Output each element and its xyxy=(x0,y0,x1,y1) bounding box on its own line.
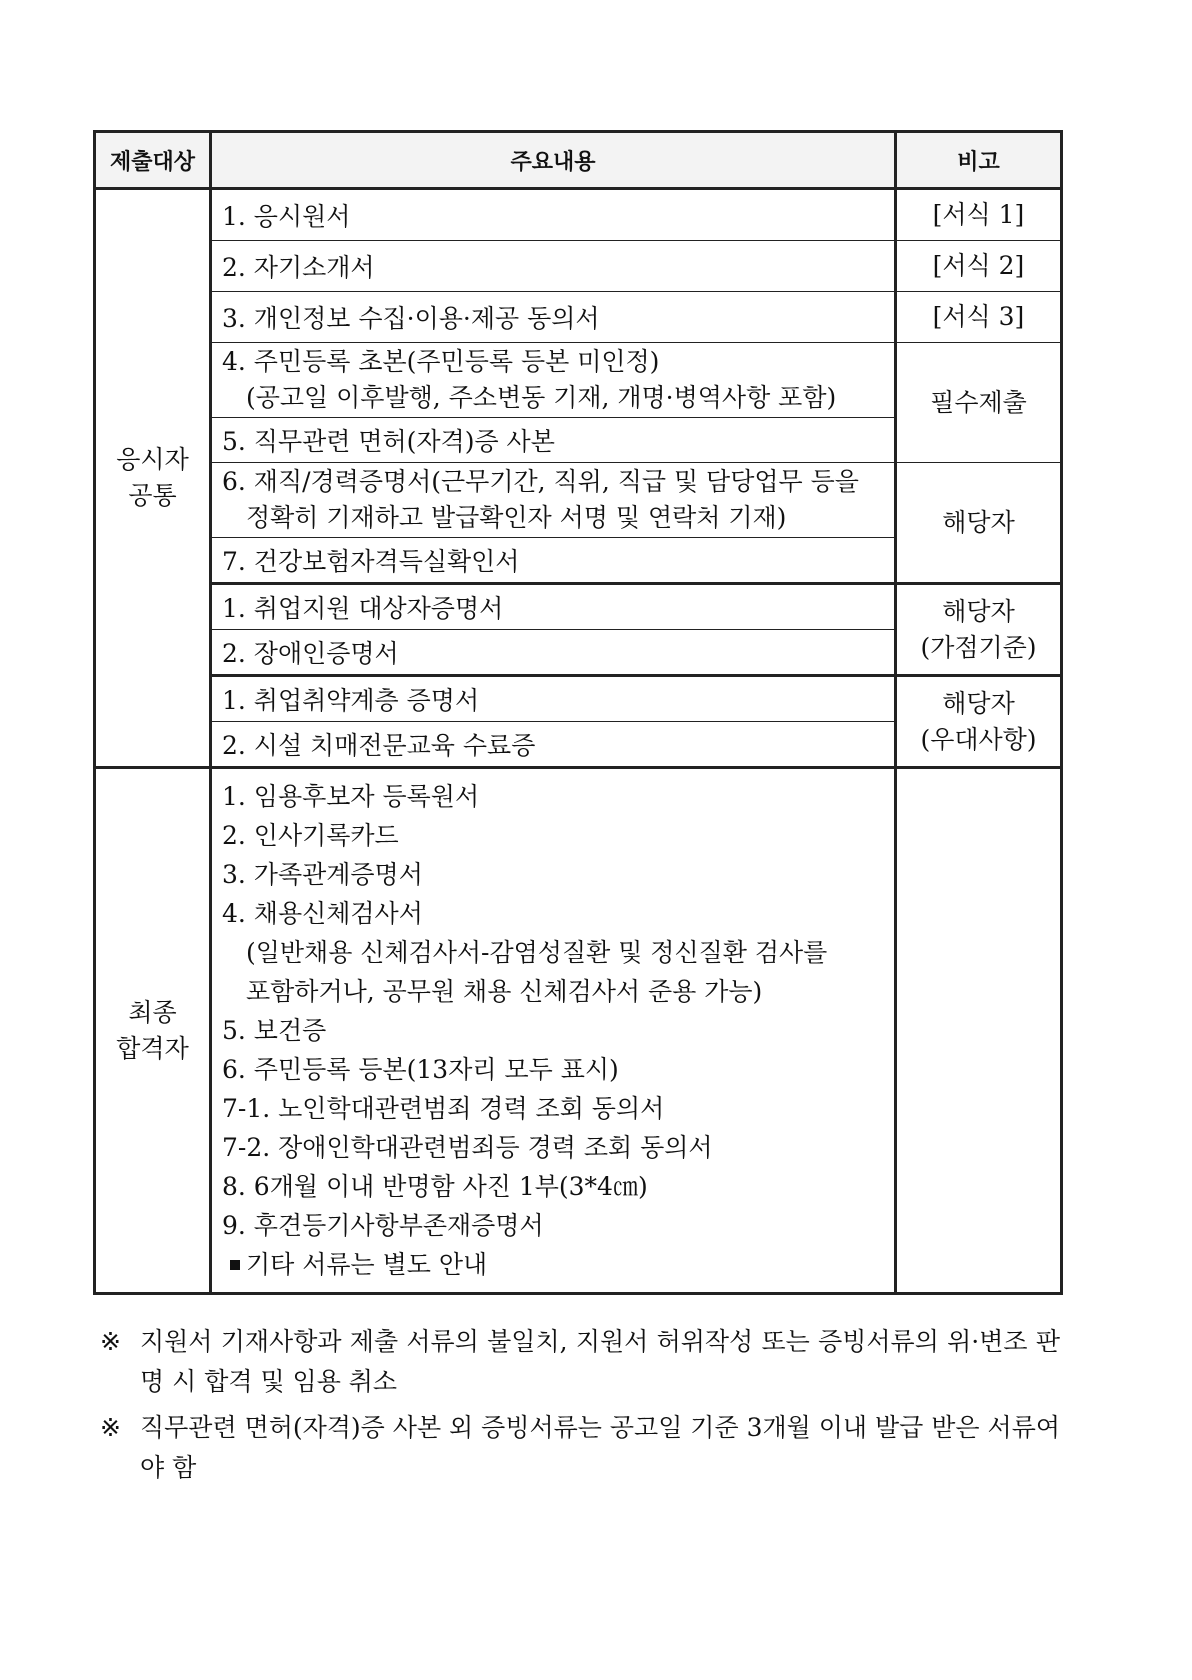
doc-item: 3. 개인정보 수집·이용·제공 동의서 xyxy=(211,292,896,343)
doc-item: 1. 취업지원 대상자증명서 xyxy=(211,584,896,630)
doc-remark: [서식 2] xyxy=(896,241,1062,292)
table-header-row xyxy=(95,132,1062,189)
doc-remark xyxy=(896,676,1062,768)
doc-item: 1. 취업취약계층 증명서 xyxy=(211,676,896,722)
doc-remark: [서식 1] xyxy=(896,189,1062,241)
footnote-text: 직무관련 면허(자격)증 사본 외 증빙서류는 공고일 기준 3개월 이내 발급 받은 서류여야 함 xyxy=(140,1413,1060,1482)
table-row xyxy=(95,241,1062,292)
list-item-other xyxy=(222,1245,894,1284)
list-item: 2. 인사기록카드 xyxy=(222,821,399,850)
doc-item: 2. 장애인증명서 xyxy=(211,630,896,676)
footnote xyxy=(100,1322,1060,1402)
doc-item-line: 6. 재직/경력증명서(근무기간, 직위, 직급 및 담당업무 등을 xyxy=(222,467,859,496)
final-docs-list xyxy=(211,768,896,1294)
list-item-subline: 포함하거나, 공무원 채용 신체검사서 준용 가능) xyxy=(246,977,763,1006)
table-row xyxy=(95,189,1062,241)
reference-mark-icon: ※ xyxy=(100,1413,121,1442)
list-item-subline: (일반채용 신체검사서-감염성질환 및 정신질환 검사를 xyxy=(246,938,828,967)
header-target: 제출대상 xyxy=(95,132,211,189)
doc-remark xyxy=(896,584,1062,676)
list-item: 4. 채용신체검사서 xyxy=(222,899,423,928)
table-row xyxy=(95,676,1062,722)
reference-mark-icon: ※ xyxy=(100,1327,121,1356)
doc-remark-text: 해당자 (가점기준) xyxy=(920,596,1037,662)
group-final-successful xyxy=(95,768,211,1294)
list-item: 7-1. 노인학대관련범죄 경력 조회 동의서 xyxy=(222,1094,665,1123)
list-item-other-text: 기타 서류는 별도 안내 xyxy=(246,1250,488,1279)
doc-item-line: 4. 주민등록 초본(주민등록 등본 미인정) xyxy=(222,347,660,376)
doc-item-subline: (공고일 이후발행, 주소변동 기재, 개명·병역사항 포함) xyxy=(246,383,837,412)
footnote xyxy=(100,1408,1060,1488)
list-item: 5. 보건증 xyxy=(222,1016,327,1045)
doc-remark: 해당자 xyxy=(896,463,1062,584)
doc-item: 7. 건강보험자격득실확인서 xyxy=(211,538,896,584)
submission-documents-table xyxy=(93,130,1063,1295)
table-row xyxy=(95,768,1062,1294)
doc-item xyxy=(211,463,896,538)
doc-item: 1. 응시원서 xyxy=(211,189,896,241)
doc-item: 2. 자기소개서 xyxy=(211,241,896,292)
group-applicant-common-label: 응시자 공통 xyxy=(116,445,189,510)
header-remarks: 비고 xyxy=(896,132,1062,189)
doc-item: 5. 직무관련 면허(자격)증 사본 xyxy=(211,418,896,463)
table-row xyxy=(95,584,1062,630)
footnote-text: 지원서 기재사항과 제출 서류의 불일치, 지원서 허위작성 또는 증빙서류의 위·변조 판명 시 합격 및 임용 취소 xyxy=(140,1327,1060,1396)
footnotes xyxy=(100,1322,1060,1488)
list-item: 9. 후견등기사항부존재증명서 xyxy=(222,1211,544,1240)
doc-remark: [서식 3] xyxy=(896,292,1062,343)
doc-remark-empty xyxy=(896,768,1062,1294)
list-item: 6. 주민등록 등본(13자리 모두 표시) xyxy=(222,1055,619,1084)
doc-item xyxy=(211,343,896,418)
list-item: 3. 가족관계증명서 xyxy=(222,860,423,889)
header-content: 주요내용 xyxy=(211,132,896,189)
list-item: 7-2. 장애인학대관련범죄등 경력 조회 동의서 xyxy=(222,1133,713,1162)
table-row xyxy=(95,292,1062,343)
doc-item-subline: 정확히 기재하고 발급확인자 서명 및 연락처 기재) xyxy=(246,503,787,532)
square-bullet-icon xyxy=(230,1260,240,1270)
table-row xyxy=(95,463,1062,538)
doc-remark: 필수제출 xyxy=(896,343,1062,463)
doc-item: 2. 시설 치매전문교육 수료증 xyxy=(211,722,896,768)
list-item: 1. 임용후보자 등록원서 xyxy=(222,782,480,811)
group-applicant-common xyxy=(95,189,211,768)
group-final-successful-label: 최종 합격자 xyxy=(116,997,189,1063)
table-row xyxy=(95,343,1062,418)
list-item: 8. 6개월 이내 반명함 사진 1부(3*4㎝) xyxy=(222,1172,648,1201)
doc-remark-text: 해당자 (우대사항) xyxy=(920,688,1037,754)
